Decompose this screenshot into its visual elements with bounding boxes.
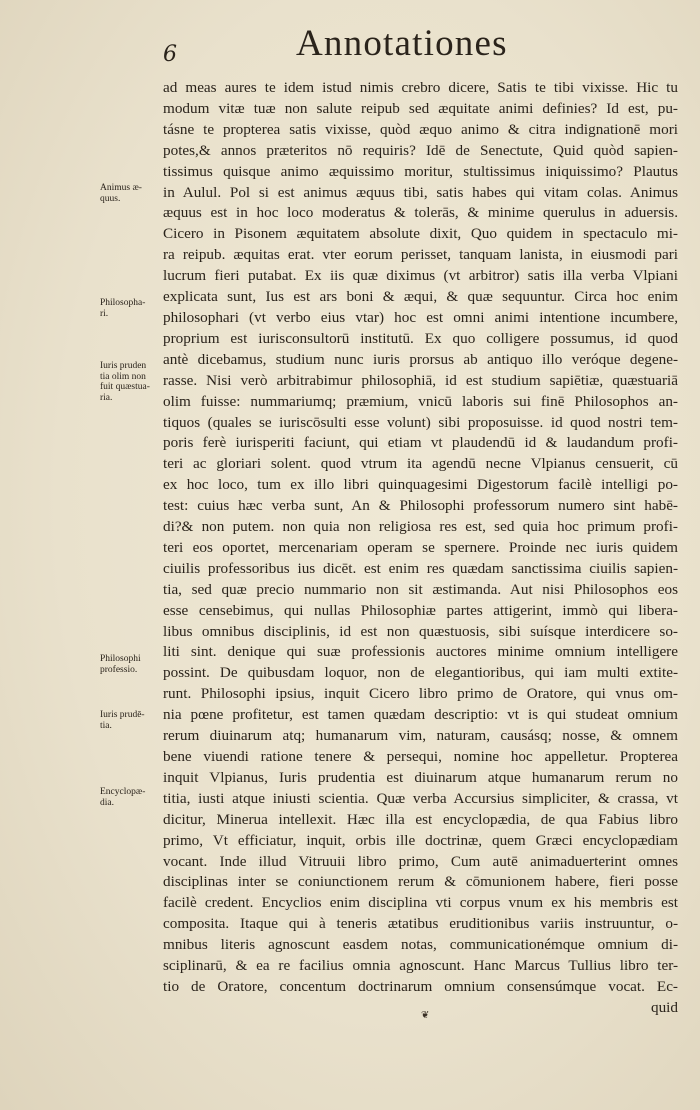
- text-line: in Aulul. Pol si est animus æquus tibi, satis habes qui vitam colas. Animus: [163, 183, 678, 201]
- text-line: sciplinarū, & ea re facilius omnia agnoscunt. Hanc Marcus Tullius libro ter-: [163, 957, 678, 975]
- text-line: bene viuendi ratione tenere & persequi, nomine hoc appelletur. Propterea: [163, 748, 678, 765]
- text-line: teri eos oportet, mercenariam operam se spernere. Proinde nec iuris quidem: [163, 538, 678, 556]
- text-line: rasse. Nisi verò arbitrabimur philosophiā, id est studium sapiētiæ, quæstuariā: [163, 371, 678, 389]
- text-line: tissimus quisque animo æquissimo moritur, stultissimus iniquissimo? Plautus: [163, 162, 678, 180]
- margin-note-animus-aequus: [100, 183, 164, 204]
- text-line: antè dicebamus, studium nunc iuris prorsus ab antiquo illo veróque degene-: [163, 350, 678, 368]
- text-line: esse censebimus, qui nullas Philosophiæ partes attigerint, immò qui libera-: [163, 601, 678, 619]
- margin-note-line: professio.: [100, 664, 138, 675]
- text-line: æquus est in hoc loco moderatus & tolerās, & minime querulus in aduersis.: [163, 204, 678, 222]
- margin-note-line: fuit quæstua-: [100, 382, 150, 392]
- margin-note-line: Animus æ-: [100, 183, 142, 193]
- text-line: tia, sed quæ precio nummario non sit æstimanda. Aut nisi Philosophos eos: [163, 580, 678, 598]
- text-line: potes,& annos præteritos nō requiris? Idē de Senectute, Quid quòd sapien-: [163, 141, 678, 159]
- margin-note-line: Iuris pruden: [100, 361, 147, 371]
- margin-note-line: dia.: [100, 797, 114, 808]
- text-line: titia, iusti atque iniusti scientia. Quæ verba Accursius simpliciter, & crassa, vt: [163, 789, 678, 807]
- text-line: lucrum fieri putabat. Ex iis quæ diximus (vt arbitror) satis illa verba Vlpiani: [163, 267, 678, 285]
- text-line: possint. De quibusdam loquor, non de elegantioribus, qui iam multi extite-: [163, 664, 678, 682]
- text-line: primo, Vt efficiatur, inquit, orbis ille doctrinæ, quem Græci encyclopædiam: [163, 831, 678, 849]
- text-line: proprium est iurisconsultorū institutū. Ex quo colligere possumus, id quod: [163, 329, 678, 347]
- margin-note-philosophi-professio: [100, 654, 164, 675]
- text-line: liti sint. denique qui suæ professionis auctores minime omnium intelligere: [163, 643, 678, 661]
- text-line: vocant. Inde illud Vitruuii libro primo, Cum autē animaduerterint omnes: [163, 852, 678, 870]
- margin-note-line: ria.: [100, 392, 113, 403]
- text-line: ad meas aures te idem istud nimis crebro dicere, Satis te tibi vixisse. Hic tu: [163, 79, 678, 96]
- margin-note-philosophari: [100, 298, 164, 319]
- margin-note-line: ri.: [100, 308, 109, 319]
- margin-note-line: tia olim non: [100, 371, 146, 382]
- text-line: ra reipub. æquitas erat. vter eorum perisset, tanquam lanista, in eiusmodi pari: [163, 246, 678, 264]
- ornament-mark: ❦: [421, 1010, 430, 1021]
- text-line: composita. Itaque qui à teneris ætatibus eruditionibus variis instruuntur, o-: [163, 915, 678, 933]
- text-line: inquit Vlpianus, Iuris prudentia est diuinarum atque humanarum rerum no: [163, 768, 678, 786]
- text-line: test: cuius hæc verba sunt, An & Philosophi professorum numero sint habē-: [163, 497, 678, 515]
- text-line: philosophari (vt verbo eius vtar) hoc est omni animi intentione incumbere,: [163, 308, 678, 326]
- text-line: modum vitæ tuæ non salute reipub sed æquitate animi definies? Id est, pu-: [163, 99, 678, 117]
- margin-note-line: Philosophi: [100, 654, 141, 664]
- text-line: di?& non putem. non quia non religiosa res est, sed quia hoc primum profi-: [163, 518, 678, 536]
- margin-note-line: Encyclopæ-: [100, 787, 146, 797]
- text-line: teri ac gloriari solent. quod vtrum ita agendū necne Vlpianus censuerit, cū: [163, 455, 678, 473]
- running-head: Annotationes: [296, 23, 508, 64]
- margin-note-line: tia.: [100, 720, 112, 731]
- text-line: dicitur, Minerua intellexit. Hæc illa est encyclopædia, de qua Fabius libro: [163, 810, 678, 828]
- text-line: Cicero in Pisonem æquitatem absolute dixit, Quo quidem in spectaculo mi-: [163, 225, 678, 243]
- text-line: facilè credent. Encyclios enim disciplina vti corpus vnum ex his membris est: [163, 894, 678, 912]
- catchword: quid: [650, 998, 678, 1016]
- text-line: ex hoc loco, tum ex illo libri quinquagesimi Digestorum facilè intelligi po-: [163, 476, 678, 494]
- margin-note-iuris-prudentia-olim: [100, 361, 164, 403]
- text-line: nia pœne profitetur, est tamen quædam descriptio: vt is qui studeat omnium: [163, 706, 678, 724]
- margin-note-line: Iuris prudē-: [100, 710, 145, 720]
- text-line: runt. Philosophi ipsius, inquit Cicero libro primo de Oratore, qui vnus om-: [163, 685, 678, 703]
- text-line: mnibus literis agnoscunt easdem notas, communicationémque omnium di-: [163, 936, 678, 954]
- text-line: libus omnibus disciplinis, id est non quæstuosis, sibi suísque interdicere so-: [163, 622, 678, 640]
- text-line: ciuilis professoribus ius dicēt. est enim res quædam sanctissima ciuilis sapien-: [163, 559, 678, 577]
- text-line: olim fuisse: nummariumq; præmium, vnicū laboris sui finē Philosophos an-: [163, 392, 678, 410]
- margin-note-line: Philosopha-: [100, 298, 146, 308]
- text-line: tásne te propterea satis vixisse, quòd æquo animo & citra indignationē mori: [163, 120, 678, 138]
- text-line: explicata sunt, Ius est ars boni & æqui, & quæ sequuntur. Circa hoc enim: [163, 288, 678, 306]
- text-line: rerum diuinarum atq; humanarum vim, naturam, causásq; nosse, & omnem: [163, 727, 678, 745]
- text-line: poris ferè iurisperiti faciunt, qui etiam vt plaudendū id & laudandum profi-: [163, 434, 678, 452]
- margin-note-iuris-prudentia: [100, 710, 164, 731]
- margin-note-line: quus.: [100, 193, 121, 204]
- text-line: tiquos (quales se iuriscōsulti esse volunt) sibi proposuisse. id quod nostri tem-: [163, 413, 678, 431]
- text-line: disciplinas inter se coniunctionem rerum & cōmunionem habere, fieri posse: [163, 873, 678, 891]
- page-number: 6: [163, 42, 177, 67]
- text-line: tio de Oratore, concentum doctrinarum omnium consensúmque vocat. Ec-: [163, 977, 678, 995]
- margin-note-encyclopaedia: [100, 787, 164, 808]
- main-text-block: [163, 78, 678, 1019]
